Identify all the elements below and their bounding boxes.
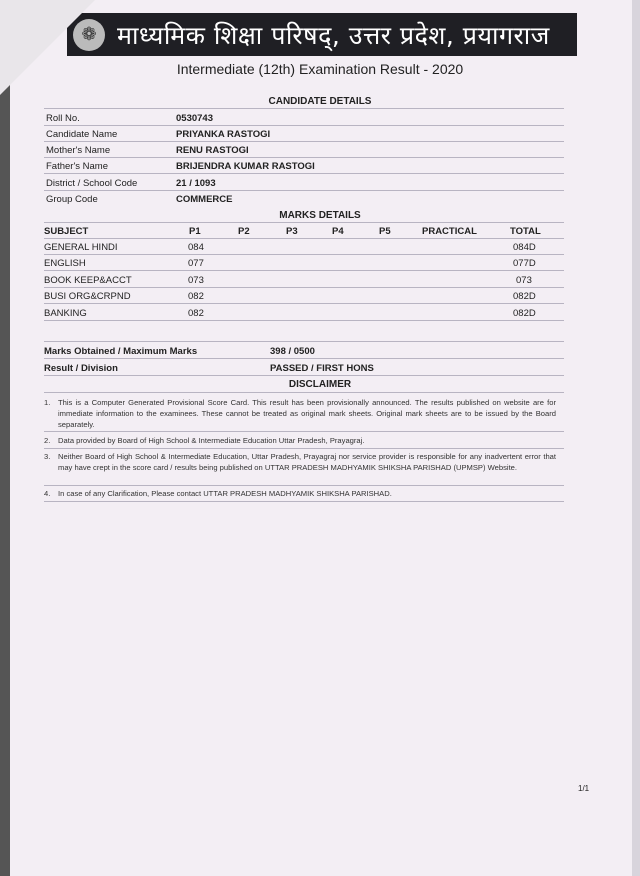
col-p1: P1 [189, 226, 201, 237]
field-value: PRIYANKA RASTOGI [176, 129, 271, 140]
marks-obtained-value: 398 / 0500 [270, 346, 315, 357]
field-label: Mother's Name [46, 145, 111, 156]
disclaimer-item [44, 451, 556, 473]
total-marks: 084D [513, 242, 536, 253]
marks-obtained-label: Marks Obtained / Maximum Marks [44, 346, 198, 357]
disclaimer-item [44, 488, 556, 499]
subject-name: BOOK KEEP&ACCT [44, 275, 132, 286]
item-text: Neither Board of High School & Intermediate Education, Uttar Pradesh, Prayagraj nor service provider is responsible for any inadvertent error that may have crept in the score card / results being published on UTTAR PRADESH MADHYAMIK SHIKSHA PARISHAD (UPMSP) Website. [58, 452, 556, 472]
field-value: COMMERCE [176, 194, 233, 205]
p1-marks: 084 [188, 242, 204, 253]
candidate-details-title: CANDIDATE DETAILS [268, 96, 372, 107]
field-label: Group Code [46, 194, 98, 205]
subject-name: BUSI ORG&CRPND [44, 291, 131, 302]
p1-marks: 073 [188, 275, 204, 286]
subject-name: ENGLISH [44, 258, 86, 269]
field-label: District / School Code [46, 178, 138, 189]
result-label: Result / Division [44, 363, 118, 374]
disclaimer-title: DISCLAIMER [288, 379, 352, 390]
field-label: Candidate Name [46, 129, 118, 140]
col-subject: SUBJECT [44, 226, 89, 237]
p1-marks: 082 [188, 308, 204, 319]
field-label: Roll No. [46, 113, 80, 124]
board-name: माध्यमिक शिक्षा परिषद्, उत्तर प्रदेश, प्रयागराज [117, 20, 550, 50]
total-marks: 073 [516, 275, 532, 286]
item-number: 3. [44, 452, 51, 461]
state-emblem-icon: ❁ [73, 19, 105, 51]
field-value: 0530743 [176, 113, 213, 124]
item-text: Data provided by Board of High School & Intermediate Education Uttar Pradesh, Prayagraj. [58, 436, 365, 445]
subject-name: GENERAL HINDI [44, 242, 118, 253]
result-value: PASSED / FIRST HONS [270, 363, 374, 374]
item-number: 4. [44, 489, 51, 498]
item-text: This is a Computer Generated Provisional Score Card. This result has been provisionally announced. The results published on website are for immediate information to the examinees. These cannot be treated as original mark sheets. Original mark sheets are to be issued by the Board separately. [58, 398, 556, 429]
total-marks: 077D [513, 258, 536, 269]
p1-marks: 082 [188, 291, 204, 302]
page-count: 1/1 [578, 784, 590, 793]
folded-corner [0, 0, 95, 95]
subject-name: BANKING [44, 308, 87, 319]
col-p4: P4 [332, 226, 344, 237]
col-p3: P3 [286, 226, 298, 237]
exam-title: Intermediate (12th) Examination Result - 2020 [176, 61, 464, 77]
field-value: 21 / 1093 [176, 178, 216, 189]
col-total: TOTAL [510, 226, 541, 237]
col-p5: P5 [379, 226, 391, 237]
field-label: Father's Name [46, 161, 109, 172]
total-marks: 082D [513, 308, 536, 319]
p1-marks: 077 [188, 258, 204, 269]
item-number: 2. [44, 436, 51, 445]
col-p2: P2 [238, 226, 250, 237]
scan-left-edge [0, 0, 10, 876]
disclaimer-item [44, 397, 556, 430]
field-value: RENU RASTOGI [176, 145, 249, 156]
total-marks: 082D [513, 291, 536, 302]
board-header [67, 13, 577, 56]
marks-details-title: MARKS DETAILS [279, 210, 361, 221]
disclaimer-item [44, 435, 556, 446]
item-text: In case of any Clarification, Please contact UTTAR PRADESH MADHYAMIK SHIKSHA PARISHAD. [58, 489, 392, 498]
col-practical: PRACTICAL [422, 226, 477, 237]
item-number: 1. [44, 398, 51, 407]
field-value: BRIJENDRA KUMAR RASTOGI [176, 161, 315, 172]
